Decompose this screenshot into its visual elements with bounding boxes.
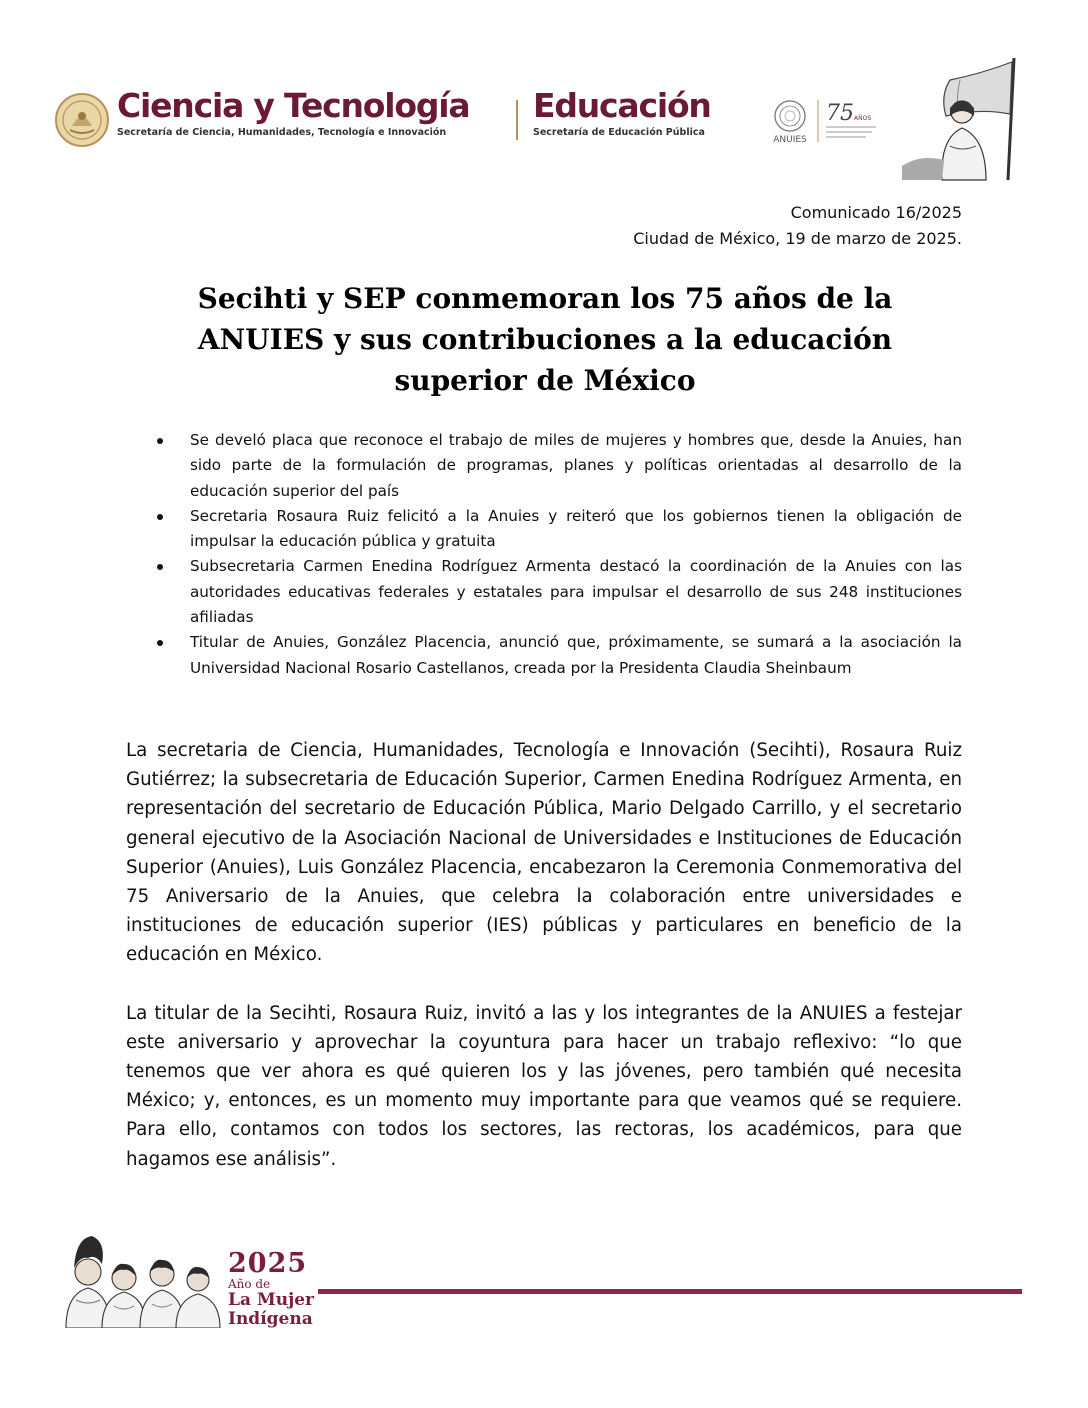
bullet-icon — [157, 514, 163, 520]
list-item-text: Secretaria Rosaura Ruiz felicitó a la Anuies y reiteró que los gobiernos tienen la obligación de impulsar la educación pública y gratuita — [190, 506, 962, 551]
secihti-brand — [117, 86, 469, 138]
list-item — [152, 504, 962, 555]
anuies-anos: AÑOS — [854, 115, 872, 122]
sep-title: Educación — [533, 86, 711, 125]
footer-year-line1: Año de — [228, 1277, 271, 1291]
indigenous-women-illustration — [62, 1228, 222, 1328]
paragraph: La titular de la Secihti, Rosaura Ruiz, invitó a las y los integrantes de la ANUIES a festejar este aniversario y aprovechar la coyuntura para hacer un trabajo reflexivo: “lo que tenemos que ver ahora es qué quieren los y las jóvenes, pero también qué necesita México; y, entonces, es un momento muy importante para que veamos qué se requiere. Para ello, contamos con todos los sectores, las rectoras, los académicos, para que hagamos ese análisis”. — [126, 1002, 962, 1170]
footer-year: 2025 — [228, 1248, 308, 1279]
year-of-indigenous-woman-badge — [228, 1250, 314, 1329]
woman-with-flag-illustration — [900, 56, 1022, 182]
list-item — [152, 630, 962, 681]
footer-year-line3: Indígena — [228, 1309, 313, 1329]
secihti-title: Ciencia y Tecnología — [117, 86, 470, 125]
list-item-text: Subsecretaria Carmen Enedina Rodríguez Armenta destacó la coordinación de la Anuies con las autoridades educativas federales y estatales para impulsar el desarrollo de sus 248 instituciones afiliadas — [190, 557, 962, 627]
anuies-label: ANUIES — [773, 135, 807, 145]
paragraph: La secretaria de Ciencia, Humanidades, Tecnología e Innovación (Secihti), Rosaura Ruiz Gutiérrez; la subsecretaria de Educación Superior, Carmen Enedina Rodríguez Armenta, en representación del secretario de Educación Pública, Mario Delgado Carrillo, y el secretario general ejecutivo de la Asociación Nacional de Universidades e Instituciones de Educación Superior (Anuies), Luis González Placencia, encabezaron la Ceremonia Conmemorativa del 75 Aniversario de la Anuies, que celebra la colaboración entre universidades e instituciones de educación superior (IES) públicas y particulares en beneficio de la educación en México. — [126, 740, 962, 966]
mexico-seal-icon — [54, 92, 110, 148]
place-date: Ciudad de México, 19 de marzo de 2025. — [633, 229, 962, 248]
anuies-75: 75 — [826, 101, 854, 126]
brand-divider — [516, 100, 518, 140]
bullet-icon — [157, 438, 163, 444]
list-item — [152, 554, 962, 630]
sep-subtitle: Secretaría de Educación Pública — [533, 127, 705, 138]
communique-number: Comunicado 16/2025 — [790, 203, 962, 222]
bullet-icon — [157, 564, 163, 570]
communique-meta — [633, 200, 962, 252]
highlights-list — [152, 428, 962, 681]
bullet-icon — [157, 640, 163, 646]
anuies-75-logo — [770, 96, 890, 146]
footer-year-line2: La Mujer — [228, 1290, 314, 1310]
secihti-subtitle: Secretaría de Ciencia, Humanidades, Tecnología e Innovación — [117, 127, 447, 138]
footer-divider — [318, 1289, 1022, 1294]
article-body — [126, 736, 962, 1203]
sep-brand — [533, 86, 711, 138]
letterhead — [0, 0, 1088, 190]
list-item-text: Titular de Anuies, González Placencia, anunció que, próximamente, se sumará a la asociación la Universidad Nacional Rosario Castellanos, creada por la Presidenta Claudia Sheinbaum — [190, 633, 962, 677]
list-item — [152, 428, 962, 504]
list-item-text: Se develó placa que reconoce el trabajo de miles de mujeres y hombres que, desde la Anuies, han sido parte de la formulación de programas, planes y políticas orientadas al desarrollo de la educación superior del país — [190, 431, 962, 500]
page-title: Secihti y SEP conmemoran los 75 años de la ANUIES y sus contribuciones a la educación superior de México — [197, 282, 893, 397]
